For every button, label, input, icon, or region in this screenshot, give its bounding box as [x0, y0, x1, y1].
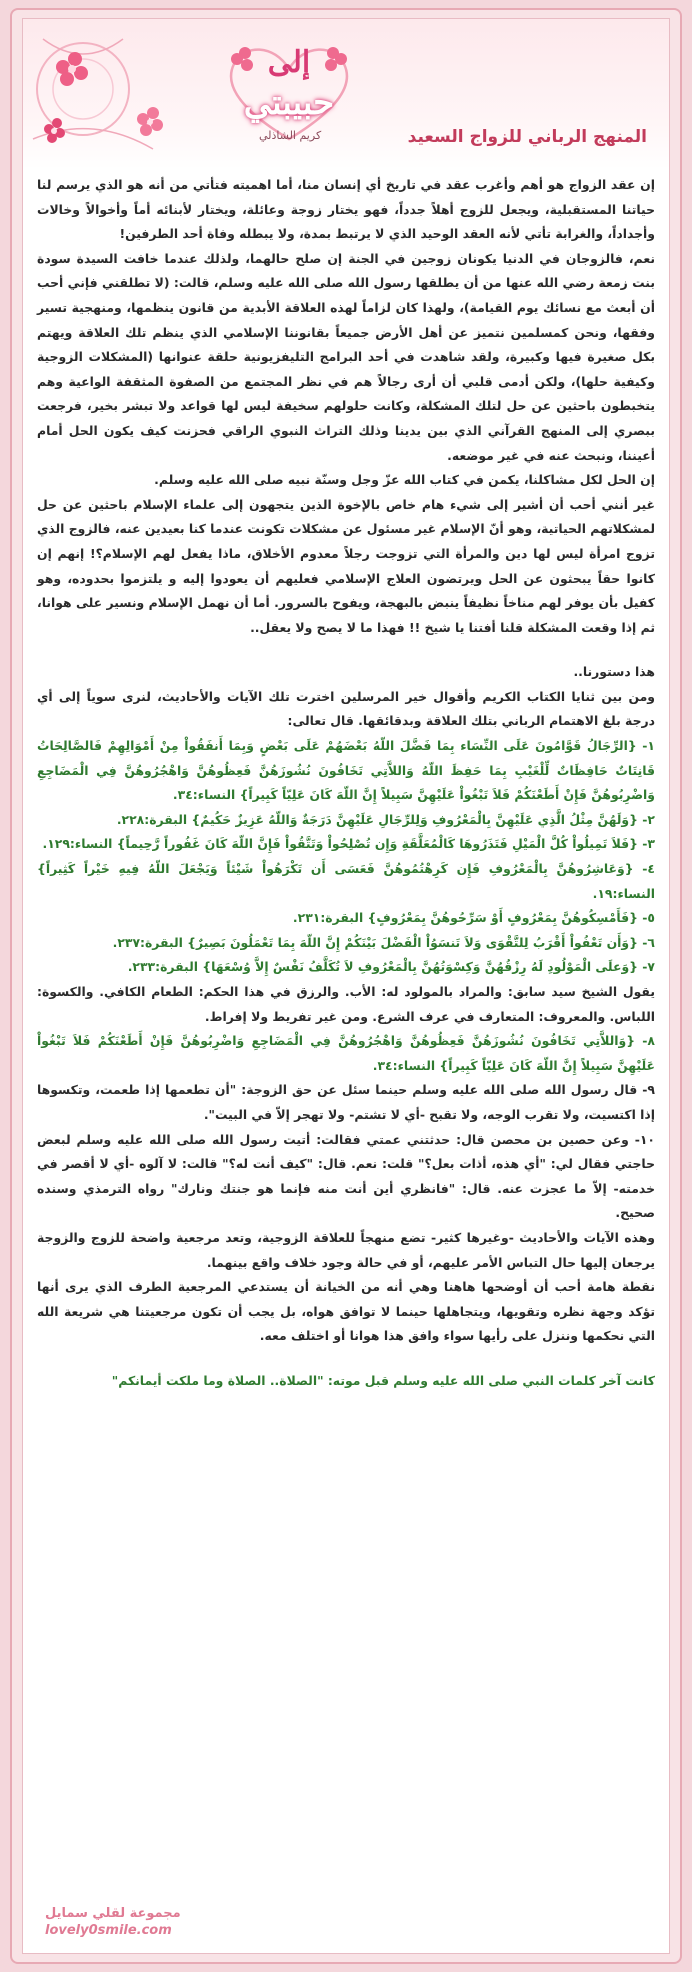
- verse: ٦- {وَأَن تَعْفُواْ أَقْرَبُ لِلتَّقْوَى وَلاَ تَنسَوُاْ الْفَضْلَ بَيْنَكُمْ إِنَّ اللّهَ بِمَا تَعْمَلُونَ بَصِيرٌ} البقرة:٢٣٧.: [112, 934, 655, 950]
- verse: ١- {الرِّجَالُ قَوَّامُونَ عَلَى النِّسَاء بِمَا فَضَّلَ اللّهُ بَعْضَهُمْ عَلَى بَعْضٍ وَبِمَا أَنفَقُواْ مِنْ أَمْوَالِهِمْ فَالصَّالِحَاتُ قَانِتَاتٌ حَافِظَاتٌ لِّلْغَيْبِ بِمَا حَفِظَ اللّهُ وَاللاَّتِي تَخَافُونَ نُشُوزَهُنَّ فَعِظُوهُنَّ وَاهْجُرُوهُنَّ فِي الْمَضَاجِعِ وَاضْرِبُوهُنَّ فَإِنْ أَطَعْنَكُمْ فَلاَ تَبْغُواْ عَلَيْهِنَّ سَبِيلاً إِنَّ اللّهَ كَانَ عَلِيّاً كَبِيراً} النساء:٣٤.: [37, 738, 655, 803]
- site-watermark: [45, 1905, 181, 1939]
- verse: ٣- {فَلاَ تَمِيلُواْ كُلَّ الْمَيْلِ فَتَذَرُوهَا كَالْمُعَلَّقَةِ وَإِن تُصْلِحُواْ وَتَتَّقُواْ فَإِنَّ اللّهَ كَانَ غَفُوراً رَّحِيماً} النساء:١٢٩.: [42, 836, 655, 852]
- verse: ٨- {وَاللاَّتِي تَخَافُونَ نُشُوزَهُنَّ فَعِظُوهُنَّ وَاهْجُرُوهُنَّ فِي الْمَضَاجِعِ وَاضْرِبُوهُنَّ فَإِنْ أَطَعْنَكُمْ فَلاَ تَبْغُواْ عَلَيْهِنَّ سَبِيلاً إِنَّ اللّهَ كَانَ عَلِيّاً كَبِيراً} النساء:٣٤.: [37, 1033, 655, 1073]
- paragraph: نقطة هامة أحب أن أوضحها هاهنا وهي أنه من الخيانة أن يستدعي المرجعية الطرف الذي يرى أنها تؤكد وجهة نظره وتقويها، ويتجاهلها حينما لا توافق هواه، بل يجب أن تكون مرجعيتنا هي شريعة الله التي نحكمها وننزل على رأيها سواء وافق هذا هوانا أو اختلف معه.: [37, 1279, 655, 1344]
- verse: ٤- {وَعَاشِرُوهُنَّ بِالْمَعْرُوفِ فَإِن كَرِهْتُمُوهُنَّ فَعَسَى أَن تَكْرَهُواْ شَيْئاً وَيَجْعَلَ اللّهُ فِيهِ خَيْراً كَثِيراً} النساء:١٩.: [37, 861, 655, 901]
- content-card: [22, 18, 670, 1954]
- logo-name-text: حبيبتي: [243, 83, 335, 123]
- watermark-url: lovely0smile.com: [45, 1923, 172, 1938]
- paragraph: ومن بين ثنايا الكتاب الكريم وأقوال خير المرسلين اخترت تلك الآيات والأحاديث، لنرى سوياً إلى أي درجة بلغ الاهتمام الرباني بتلك العلاقة وبدقائقها. قال تعالى:: [37, 688, 655, 729]
- spacer: [37, 640, 655, 660]
- hadith: ١٠- وعن حصين بن محصن قال: حدثتني عمتي فقالت: أتيت رسول الله صلى الله عليه وسلم لبعض حاجتي فقال لي: "أي هذه، أذات بعل؟" قلت: نعم. قال: "كيف أنت له؟" قالت: لا آلوه -أي لا أقصر في خدمته- إلاّ ما عجزت عنه. قال: "فانظري أين أنت منه فإنما هو جنتك ونارك" رواه الترمذي وسنده صحيح.: [37, 1131, 655, 1221]
- header-banner: [23, 19, 669, 169]
- spacer: [37, 1349, 655, 1369]
- page-title: المنهج الرباني للزواج السعيد: [407, 127, 647, 147]
- watermark-arabic: مجموعة لقلي سمايل: [45, 1906, 181, 1921]
- paragraph: نعم، فالزوجان في الدنيا يكونان زوجين في الجنة إن صلح حالهما، ولذلك عندما خافت السيدة سودة بنت زمعة رضي الله عنها من أن يطلقها رسول الله صلى الله عليه وسلم، قالت: (لا تطلقني فإني أحب أن أبعث مع نسائك يوم القيامة)، ولهذا كان لزاماً لهذه العلاقة الأبدية من قانون ينظمها، ومنهجية تسير وفقها، ونحن كمسلمين نتميز عن أهل الأرض جميعاً بقانوننا الإسلامي الذي ينظم تلك العلاقة ويهتم بكل صغيرة فيها وكبيرة، ولقد شاهدت في أحد البرامج التليفزيونية حلقة عنوانها (المشكلات الزوجية وكيفية حلها)، ولكن أدمى قلبي أن أرى رجالاً هم في نظر المجتمع من الصفوة المثقفة الواعية وهم يتخبطون باحثين عن حل لتلك المشكلة، وكانت حلولهم سخيفة ليس لها قواعد ولا تبشر بخير، فرجعت ببصري إلى المنهج القرآني الذي بين يدينا وذلك التراث النبوي الراقي فحزنت كيف يكون الحل أمام أعيننا، ونبحث عنه في غير موضعه.: [37, 250, 655, 463]
- logo-author: كريم الشاذلي: [259, 129, 322, 142]
- paragraph: غير أنني أحب أن أشير إلى شيء هام خاص بالإخوة الذين يتجهون إلى علماء الإسلام باحثين عن حل لمشكلاتهم الحياتية، وهو أنّ الإسلام غير مسئول عن مشكلات تكونت عندما كنا بعيدين عنه، فالزوج الذي تزوج امرأة ليس لها دين والمرأة التي تزوجت رجلاً معدوم الأخلاق، ماذا يفعل لهم الإسلام؟! إنهم إن كانوا حقاً يبحثون عن الحل ويرتضون العلاج الإسلامي فعليهم أن يعودوا إليه و يلتزموا بحدوده، وهو كفيل بأن يوفر لهم مناخاً نظيفاً ينبض بالبهجة، ويفوح بالسرور. أما أن نهمل الإسلام ونسير على هوانا، ثم إذا وقعت المشكلة قلنا أفتنا يا شيخ !! فهذا ما لا يصح ولا يعقل..: [37, 496, 655, 635]
- verse: ٧- {وَعلَى الْمَوْلُودِ لَهُ رِزْقُهُنَّ وَكِسْوَتُهُنَّ بِالْمَعْرُوفِ لاَ تُكَلَّفُ نَفْسٌ إِلاَّ وُسْعَهَا} البقرة:٢٣٣.: [127, 959, 655, 975]
- logo: [199, 39, 379, 154]
- paragraph: هذا دستورنا..: [573, 664, 655, 680]
- closing-quote: كانت آخر كلمات النبي صلى الله عليه وسلم قبل موته: "الصلاة.. الصلاة وما ملكت أيمانكم": [111, 1372, 655, 1388]
- commentary: يقول الشيخ سيد سابق: والمراد بالمولود له: الأب. والرزق في هذا الحكم: الطعام الكافي. والكسوة: اللباس. والمعروف: المتعارف في عرف الشرع. ومن غير تفريط ولا إفراط.: [37, 984, 655, 1024]
- verse: ٢- {وَلَهُنَّ مِثْلُ الَّذِي عَلَيْهِنَّ بِالْمَعْرُوفِ وَلِلرِّجَالِ عَلَيْهِنَّ دَرَجَةٌ وَاللّهُ عَزِيزٌ حَكُيمٌ} البقرة:٢٢٨.: [116, 811, 655, 827]
- paragraph: وهذه الآيات والأحاديث -وغيرها كثير- تضع منهجاً للعلاقة الزوجية، وتعد مرجعية واضحة للزوج والزوجة يرجعان إليها حال التباس الأمر عليهم، أو في حالة وجود خلاف واقع بينهما.: [37, 1229, 655, 1270]
- verse: ٥- {فَأَمْسِكُوهُنَّ بِمَعْرُوفٍ أَوْ سَرِّحُوهُنَّ بِمَعْرُوفٍ} البقرة:٢٣١.: [292, 910, 655, 926]
- paragraph: إن عقد الزواج هو أهم وأغرب عقد في تاريخ أي إنسان منا، أما اهميته فتأتي من أنه هو الذي يرسم لنا حياتنا المستقبلية، ويجعل للزوج أهلاً جدداً، فهو يختار زوجة وعائلة، ويختار لأبنائه أماً وأخوالاً وخالات وأجداداً، والغرابة تأتي لأنه العقد الوحيد الذي لا يرتبط بمدة، ولا يبطله وفاة أحد الطرفين!: [37, 177, 655, 242]
- hadith: ٩- قال رسول الله صلى الله عليه وسلم حينما سئل عن حق الزوجة: "أن تطعمها إذا طعمت، وتكسوها إذا اكتسيت، ولا تقرب الوجه، ولا تقبح -أي لا تشتم- ولا تهجر إلاّ في البيت".: [37, 1082, 655, 1122]
- logo-ila-text: إلى: [267, 45, 311, 80]
- article-body: [37, 173, 655, 1394]
- paragraph: إن الحل لكل مشاكلنا، يكمن في كتاب الله عزّ وجل وسنّة نبيه صلى الله عليه وسلم.: [154, 472, 655, 488]
